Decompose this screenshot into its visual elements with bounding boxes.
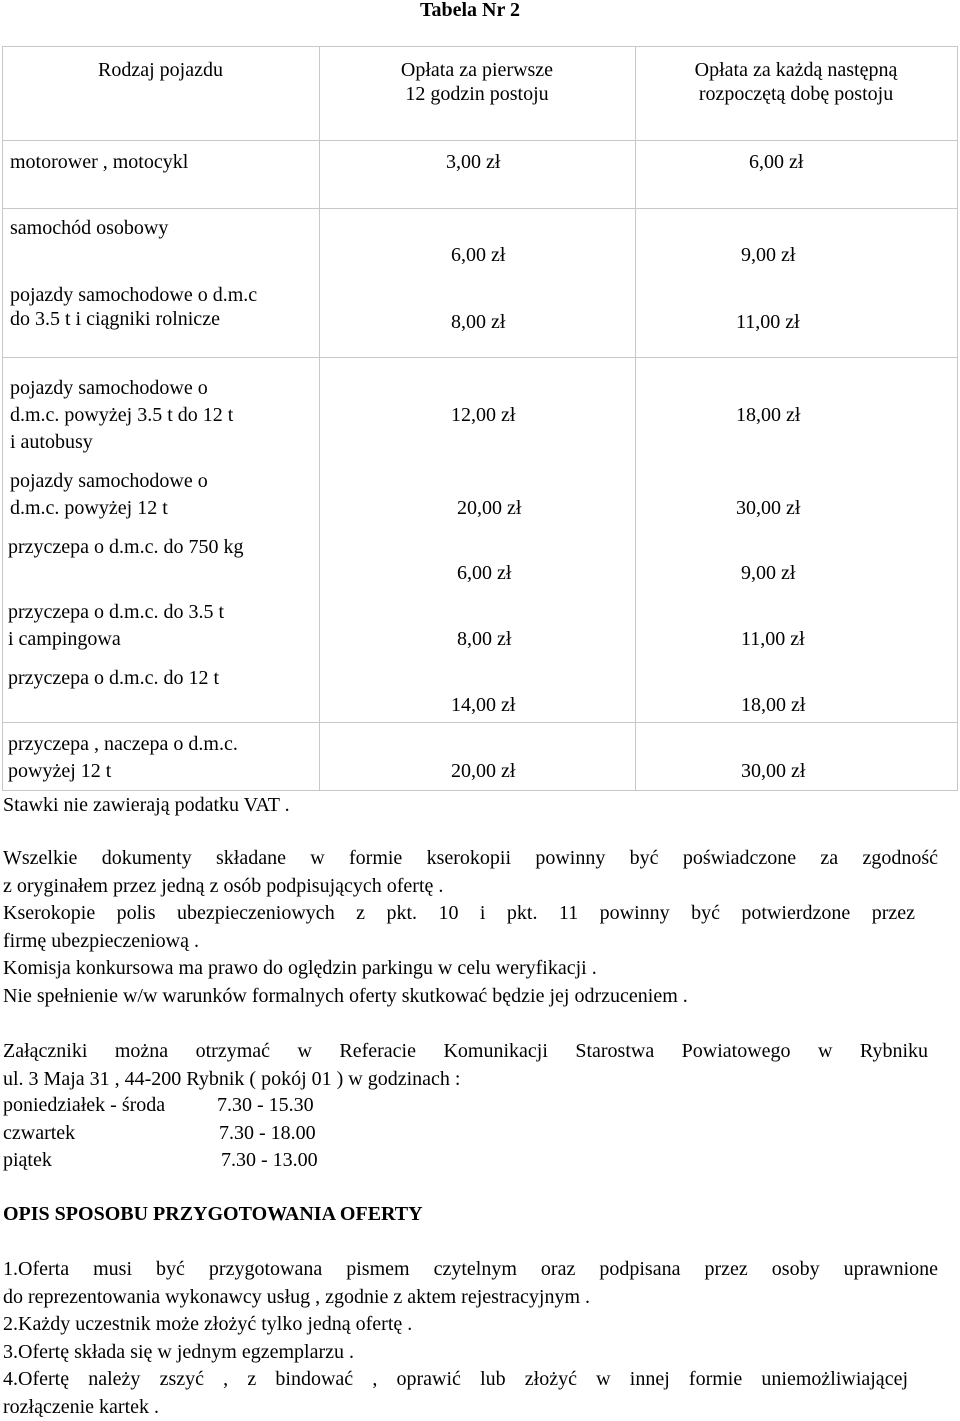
vat-note: Stawki nie zawierają podatku VAT .	[3, 794, 290, 816]
hours-day: czwartek	[3, 1122, 76, 1144]
fee-first-cell: 6,00 zł	[451, 244, 506, 266]
section-heading: OPIS SPOSOBU PRZYGOTOWANIA OFERTY	[3, 1203, 423, 1225]
attachments-paragraph: Załączniki można otrzymać w Referacie Komunikacji Starostwa Powiatowego w Rybniku ul. 3 Maja 31 , 44-200 Rybnik ( pokój 01 ) w godzinach :	[3, 1040, 928, 1090]
fee-next-cell: 11,00 zł	[741, 628, 805, 650]
vehicle-cell: przyczepa o d.m.c. do 12 t	[8, 667, 220, 689]
fee-next-cell: 18,00 zł	[736, 404, 801, 426]
fee-first-cell: 8,00 zł	[457, 628, 512, 650]
fee-first-cell: 14,00 zł	[451, 694, 516, 716]
fee-next-cell: 9,00 zł	[741, 244, 796, 266]
header-vehicle-type: Rodzaj pojazdu	[98, 59, 223, 81]
fee-next-cell: 18,00 zł	[741, 694, 806, 716]
fee-next-cell: 11,00 zł	[736, 311, 800, 333]
vehicle-cell: przyczepa o d.m.c. do 3.5 t i campingowa	[8, 601, 225, 650]
vehicle-cell: pojazdy samochodowe o d.m.c do 3.5 t i ciągniki rolnicze	[10, 284, 258, 330]
hours-time: 7.30 - 15.30	[217, 1094, 314, 1116]
table-title: Tabela Nr 2	[420, 0, 521, 21]
hours-day: piątek	[3, 1149, 52, 1171]
hours-day: poniedziałek - środa	[3, 1094, 166, 1116]
fee-first-cell: 6,00 zł	[457, 562, 512, 584]
fee-first-cell: 20,00 zł	[457, 497, 522, 519]
offer-preparation-paragraph: 1.Oferta musi być przygotowana pismem czytelnym oraz podpisana przez osoby uprawnione do reprezentowania wykonawcy usług , zgodnie z aktem rejestracyjnym . 2.Każdy uczestnik może złożyć tylko jedną ofertę . 3.Ofertę składa się w jednym egzemplarzu . 4.Ofertę należy zszyć , z bindować , oprawić lub złożyć w innej formie uniemożliwiającej rozłączenie kartek .	[3, 1258, 938, 1418]
fee-first-cell: 3,00 zł	[446, 151, 501, 173]
hours-time: 7.30 - 13.00	[221, 1149, 318, 1171]
header-next-day-fee: Opłata za każdą następną rozpoczętą dobę postoju	[694, 59, 898, 105]
vehicle-cell: przyczepa , naczepa o d.m.c. powyżej 12 t	[8, 733, 238, 782]
header-first-12h-fee: Opłata za pierwsze 12 godzin postoju	[400, 59, 554, 105]
vehicle-cell: pojazdy samochodowe o d.m.c. powyżej 12 t	[10, 470, 208, 519]
fee-next-cell: 30,00 zł	[736, 497, 801, 519]
fee-first-cell: 8,00 zł	[451, 311, 506, 333]
fee-next-cell: 6,00 zł	[749, 151, 804, 173]
fee-first-cell: 20,00 zł	[451, 760, 516, 782]
hours-time: 7.30 - 18.00	[219, 1122, 316, 1144]
vehicle-cell: przyczepa o d.m.c. do 750 kg	[8, 536, 244, 558]
vehicle-cell: samochód osobowy	[10, 217, 169, 239]
fee-next-cell: 9,00 zł	[741, 562, 796, 584]
requirements-paragraph: Wszelkie dokumenty składane w formie kserokopii powinny być poświadczone za zgodność z oryginałem przez jedną z osób podpisujących ofertę . Kserokopie polis ubezpieczeniowych z pkt. 10 i pkt. 11 powinny być potwierdzone przez firmę ubezpieczeniową . Komisja konkursowa ma prawo do oględzin parkingu w celu weryfikacji . Nie spełnienie w/w warunków formalnych oferty skutkować będzie jej odrzuceniem .	[3, 847, 938, 1007]
vehicle-cell: motorower , motocykl	[10, 151, 189, 173]
fee-first-cell: 12,00 zł	[451, 404, 516, 426]
fee-next-cell: 30,00 zł	[741, 760, 806, 782]
vehicle-cell: pojazdy samochodowe o d.m.c. powyżej 3.5 t do 12 t i autobusy	[10, 377, 234, 453]
